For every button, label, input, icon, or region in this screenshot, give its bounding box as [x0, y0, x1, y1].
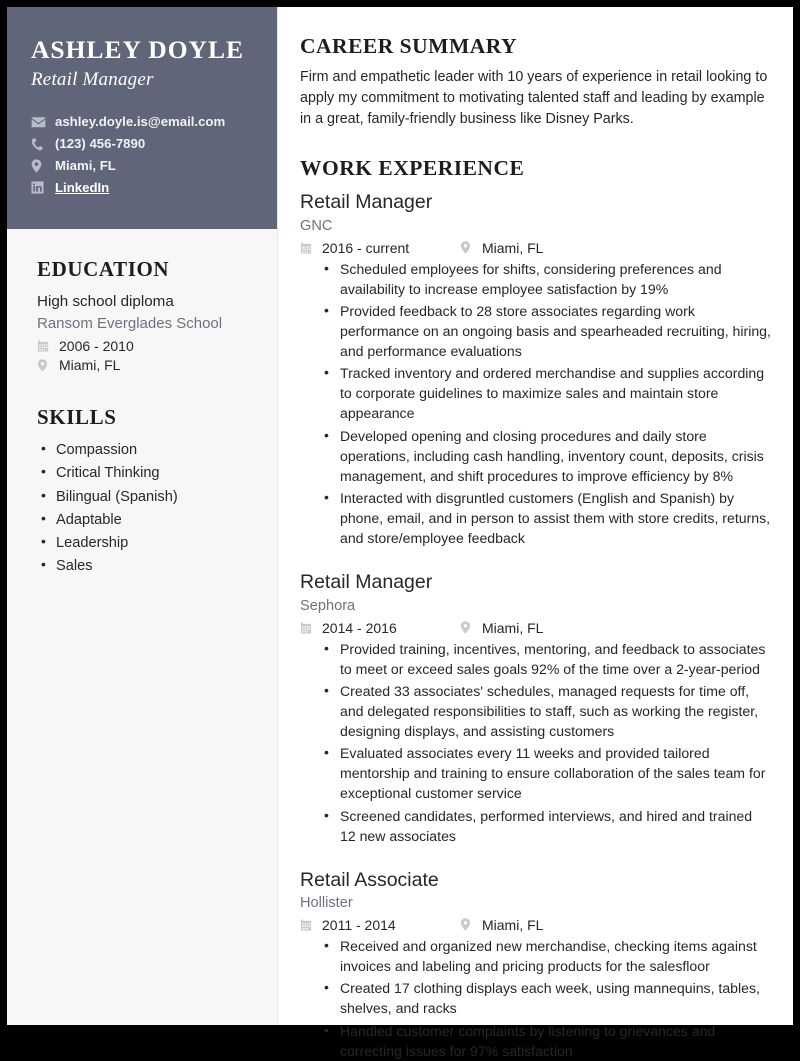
- map-pin-icon: [460, 918, 476, 931]
- skills-section: [37, 405, 253, 577]
- job-location: Miami, FL: [482, 619, 544, 636]
- calendar-icon: [37, 340, 53, 352]
- contact-linkedin[interactable]: [31, 181, 253, 195]
- work-experience-heading: WORK EXPERIENCE: [300, 156, 525, 181]
- education-school: Ransom Everglades School: [37, 315, 223, 333]
- skill-item: • Leadership: [37, 533, 253, 554]
- job-title: Retail Associate: [300, 868, 439, 891]
- calendar-icon: [300, 242, 316, 254]
- education-heading: EDUCATION: [37, 256, 170, 281]
- skill-item: • Critical Thinking: [37, 463, 253, 484]
- candidate-title: Retail Manager: [31, 69, 154, 91]
- phone-icon: [31, 138, 48, 151]
- job-entry: [300, 570, 771, 845]
- job-dates: 2011 - 2014: [322, 916, 396, 933]
- job-bullet: • Evaluated associates every 11 weeks and provided tailored mentorship and training to ensure collaboration of the sales team for exceptional customer service: [324, 743, 771, 803]
- main-column: [278, 7, 793, 1059]
- skill-item: • Compassion: [37, 440, 253, 461]
- job-dates-row: [300, 240, 460, 256]
- career-summary-section: [300, 34, 771, 130]
- job-bullet: • Provided training, incentives, mentoring, and feedback to associates to meet or exceed sales goals 92% of the time over a 2-year-period: [324, 639, 771, 679]
- education-location: Miami, FL: [59, 357, 121, 374]
- contact-list: [31, 115, 253, 195]
- sidebar-body: [7, 229, 277, 1025]
- job-entry: [300, 190, 771, 548]
- map-pin-icon: [31, 159, 48, 173]
- skill-item: • Adaptable: [37, 510, 253, 531]
- job-dates: 2014 - 2016: [322, 619, 397, 636]
- job-meta: [300, 917, 771, 933]
- education-dates: 2006 - 2010: [59, 338, 134, 355]
- education-location-row: [37, 357, 253, 373]
- education-degree: High school diploma: [37, 292, 174, 310]
- skills-list: [37, 440, 253, 577]
- job-bullets: [300, 259, 771, 549]
- skill-item: • Sales: [37, 556, 253, 577]
- job-title: Retail Manager: [300, 191, 433, 214]
- job-meta: [300, 240, 771, 256]
- job-entry: [300, 868, 771, 1061]
- contact-email-text: ashley.doyle.is@email.com: [55, 114, 226, 130]
- candidate-name: ASHLEY DOYLE: [31, 35, 244, 64]
- job-company: Hollister: [300, 895, 353, 912]
- contact-linkedin-link[interactable]: LinkedIn: [55, 180, 110, 196]
- career-summary-text: Firm and empathetic leader with 10 years of experience in retail looking to apply my commitment to motivating talented staff and leading by example in a great, family-friendly business like Disney Parks.: [300, 69, 768, 128]
- map-pin-icon: [37, 359, 53, 372]
- map-pin-icon: [460, 621, 476, 634]
- job-bullet: • Interacted with disgruntled customers (English and Spanish) by phone, email, and in person to assist them with store credits, returns, and store/employee feedback: [324, 488, 771, 548]
- job-title: Retail Manager: [300, 571, 433, 594]
- linkedin-icon: [31, 181, 48, 194]
- job-bullet: • Provided feedback to 28 store associates regarding work performance on an ongoing basis and spearheaded recruiting, hiring, and performance evaluations: [324, 301, 771, 361]
- job-bullets: [300, 639, 771, 846]
- job-bullet: • Scheduled employees for shifts, considering preferences and availability to increase employee satisfaction by 19%: [324, 259, 771, 299]
- job-bullet: • Tracked inventory and ordered merchandise and supplies according to corporate guidelines to maximize sales and maintain store appearance: [324, 363, 771, 423]
- work-experience-section: [300, 156, 771, 1060]
- job-location: Miami, FL: [482, 239, 544, 256]
- job-bullet: • Received and organized new merchandise, checking items against invoices and labeling and pricing products for the salesfloor: [324, 936, 771, 976]
- envelope-icon: [31, 117, 48, 128]
- education-dates-row: [37, 338, 253, 354]
- map-pin-icon: [460, 241, 476, 254]
- contact-location-text: Miami, FL: [55, 158, 116, 174]
- job-bullet: • Developed opening and closing procedures and daily store operations, including cash handling, inventory count, deposits, crisis management, and shift procedures to improve efficiency by 8%: [324, 426, 771, 486]
- job-bullet: • Handled customer complaints by listening to grievances and correcting issues for 97% satisfaction: [324, 1021, 771, 1061]
- job-location-row: [460, 917, 543, 933]
- sidebar-header: [7, 7, 277, 229]
- calendar-icon: [300, 622, 316, 634]
- job-company: Sephora: [300, 597, 356, 614]
- resume-page: [7, 7, 793, 1059]
- job-dates: 2016 - current: [322, 239, 410, 256]
- job-location-row: [460, 620, 543, 636]
- sidebar: [7, 7, 278, 1025]
- career-summary-heading: CAREER SUMMARY: [300, 34, 518, 58]
- education-section: [37, 257, 253, 373]
- skills-heading: SKILLS: [37, 405, 117, 430]
- job-bullet: • Screened candidates, performed interviews, and hired and trained 12 new associates: [324, 806, 771, 846]
- job-company: GNC: [300, 217, 333, 234]
- contact-email: [31, 115, 253, 129]
- job-dates-row: [300, 917, 460, 933]
- job-dates-row: [300, 620, 460, 636]
- contact-phone: [31, 137, 253, 151]
- skill-item: • Bilingual (Spanish): [37, 487, 253, 508]
- job-bullets: [300, 936, 771, 1061]
- job-location-row: [460, 240, 543, 256]
- job-location: Miami, FL: [482, 916, 544, 933]
- contact-phone-text: (123) 456-7890: [55, 136, 146, 152]
- job-bullet: • Created 33 associates' schedules, managed requests for time off, and delegated responsibilities to staff, such as working the register, designing displays, and assisting customers: [324, 681, 771, 741]
- calendar-icon: [300, 919, 316, 931]
- job-bullet: • Created 17 clothing displays each week, using mannequins, tables, shelves, and racks: [324, 978, 771, 1018]
- contact-location: [31, 159, 253, 173]
- job-meta: [300, 620, 771, 636]
